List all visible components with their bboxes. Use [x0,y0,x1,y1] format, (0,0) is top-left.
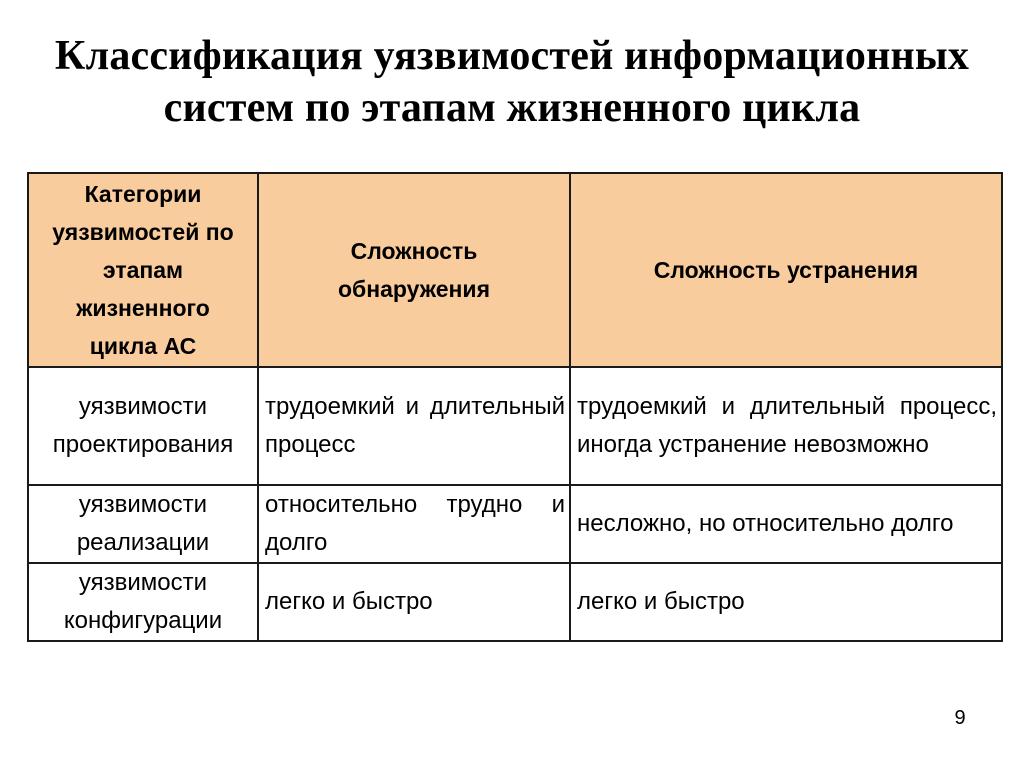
row-detection-configuration: легко и быстро [258,563,570,641]
classification-table-container [27,172,1003,642]
header-removal: Сложность устранения [570,173,1002,367]
table-row [28,367,1002,485]
row-removal-design: трудоемкий и длительный процесс, иногда устранение невозможно [570,367,1002,485]
row-category-implementation: уязвимости реализации [28,485,258,563]
table-header-row [28,173,1002,367]
row-detection-implementation: относительно трудно и долго [258,485,570,563]
row-detection-design: трудоемкий и длительный процесс [258,367,570,485]
row-category-configuration: уязвимости конфигурации [28,563,258,641]
row-removal-implementation: несложно, но относительно долго [570,485,1002,563]
row-removal-configuration: легко и быстро [570,563,1002,641]
slide-title-line-1: Классификация уязвимостей информационных [54,33,970,79]
classification-table [27,172,1003,642]
page-number: 9 [954,707,966,729]
header-detection: Сложность обнаружения [258,173,570,367]
table-row [28,563,1002,641]
table-row [28,485,1002,563]
slide-title-line-2: систем по этапам жизненного цикла [163,85,861,131]
slide-title [0,30,1024,134]
header-category: Категории уязвимостей по этапам жизненного цикла АС [28,173,258,367]
row-category-design: уязвимости проектирования [28,367,258,485]
